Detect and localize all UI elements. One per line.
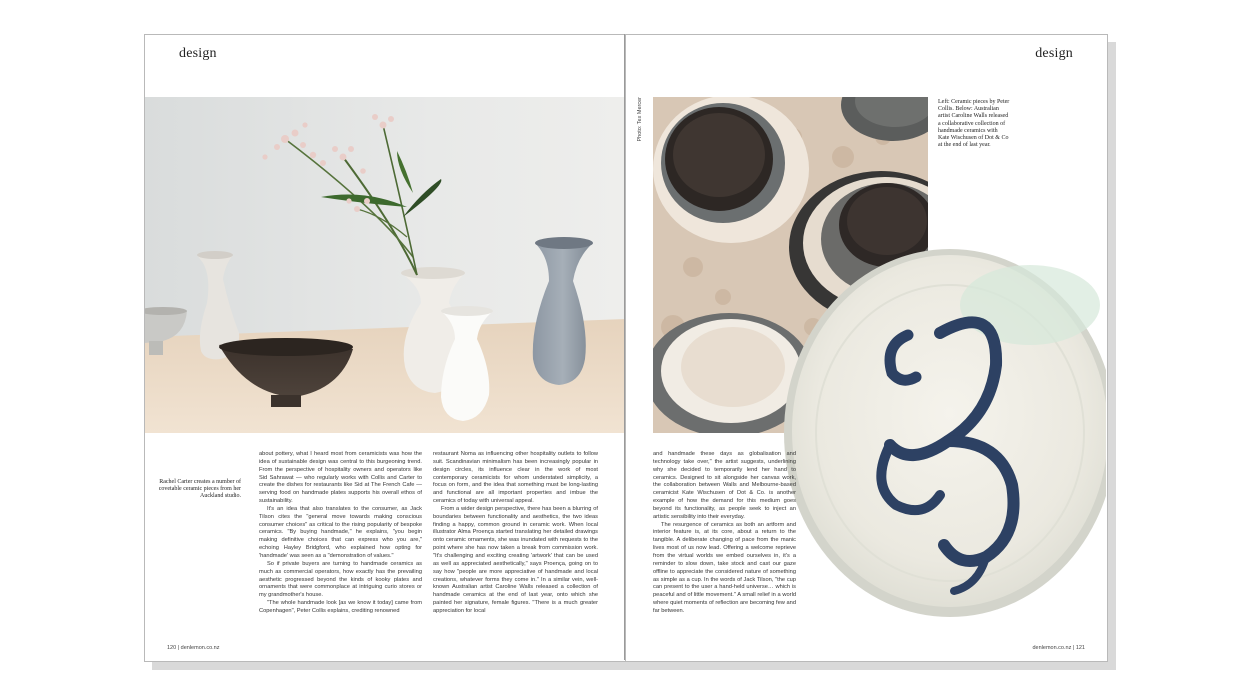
left-text-column-1 — [259, 451, 422, 616]
vases-photo — [145, 97, 626, 433]
paragraph: and handmade these days as globalisation and technology take over," the artist suggests, underlining why she decided to temporarily lend her hand to ceramics. Designed to sit alongside her canvas work, the collaboration between Walls and Melbourne-based ceramicist Kate Wischusen of Dot & Co. is another example of how the demand for this medium goes beyond its functionality, as people seek to inject an artistic sensibility into their everyday. — [653, 451, 796, 520]
paragraph: The resurgence of ceramics as both an artform and interior feature is, at its core, about a return to the tangible. A deliberate changing of pace from the manic lives most of us now lead. Offering a welcome reprieve from the virtual worlds we embed ourselves in, it's a reminder to slow down, take stock and cast our gaze offline to appreciate the considered nature of something as simple as a cup. In the words of Jack Tilson, "the cup can present to the user a hand-held universe… which is peaceful and of little movement." A small relief in a world where quiet moments of reflection are becoming few and far between. — [653, 521, 796, 614]
paragraph: restaurant Noma as influencing other hospitality outlets to follow suit. Scandinavian minimalism has been increasingly popular in design circles, its influence clear in the work of most contemporary ceramicists for whom understated simplicity, a focus on form, and the idea that something must be long-lasting and functional are all important properties and imbue the ceramics of today with universal appeal. — [433, 451, 598, 505]
right-photo-caption: Left: Ceramic pieces by Peter Collis. Below: Australian artist Caroline Walls released a collaborative collection of handmade ceramics with Kate Wischusen of Dot & Co at the end of last year. — [938, 99, 1010, 149]
left-page — [144, 34, 627, 662]
photo-credit: Photo: Tex Mercer — [637, 97, 643, 142]
section-label-left: design — [179, 46, 217, 61]
page-number-left: 120 | denlemon.co.nz — [167, 645, 220, 651]
left-text-column-2 — [433, 451, 598, 616]
vases-photo-illustration — [145, 97, 626, 433]
paragraph: about pottery, what I heard most from ceramicists was how the idea of sustainable design was central to this burgeoning trend. From the perspective of hospitality owners and operators like Sid Sahrawat — who regularly works with Collis and Carter to create the dishes for restaurants like Sid at The French Cafe — serving food on handmade plates supports his overall ethos of sustainability. — [259, 451, 422, 505]
walls-plate-photo — [780, 245, 1106, 621]
paragraph: From a wider design perspective, there has been a blurring of boundaries between functionality and aesthetics, the two ideas finding a happy, common ground in ceramic work. When local illustrator Alma Proença started translating her detailed drawings onto ceramic ornaments, she was inundated with requests to the point where she has now taken a break from commission work. "It's challenging and exciting creating 'artwork' that can be used as well as appreciated aesthetically," says Proença, going on to say how "people are more appreciative of handmade and local creations, whatever forms they come in." In a similar vein, well-known Australian artist Caroline Walls released a collection of handmade ceramics at the end of last year, onto which she painted her signature, female figures. "There is a much greater appreciation for local — [433, 505, 598, 614]
right-page — [625, 34, 1108, 662]
section-label-right: design — [1035, 46, 1073, 61]
page-number-right: denlemon.co.nz | 121 — [1032, 645, 1085, 651]
left-photo-caption: Rachel Carter creates a number of covetable ceramic pieces from her Auckland studio. — [158, 479, 241, 500]
paragraph: So if private buyers are turning to handmade ceramics as much as commercial operators, how exactly has the prevailing aesthetic progressed beyond the kinds of kooky plates and ornaments that were commonplace at intriguing curio stores or my grandmother's house. — [259, 560, 422, 599]
paragraph: It's an idea that also translates to the consumer, as Jack Tilson cites the "general move towards making conscious consumer choices" as critical to the rising popularity of bespoke ceramics. "By buying handmade," he explains, "you begin making definitive choices that can express who you are," echoing Hayley Bridgford, who explained how opting for 'handmade' was seen as a "demonstration of values." — [259, 505, 422, 559]
walls-plate-illustration — [780, 245, 1106, 621]
right-text-column-1 — [653, 451, 796, 616]
paragraph: "The whole handmade look [as we know it today] came from Copenhagen", Peter Collis explains, crediting renowned — [259, 600, 422, 614]
